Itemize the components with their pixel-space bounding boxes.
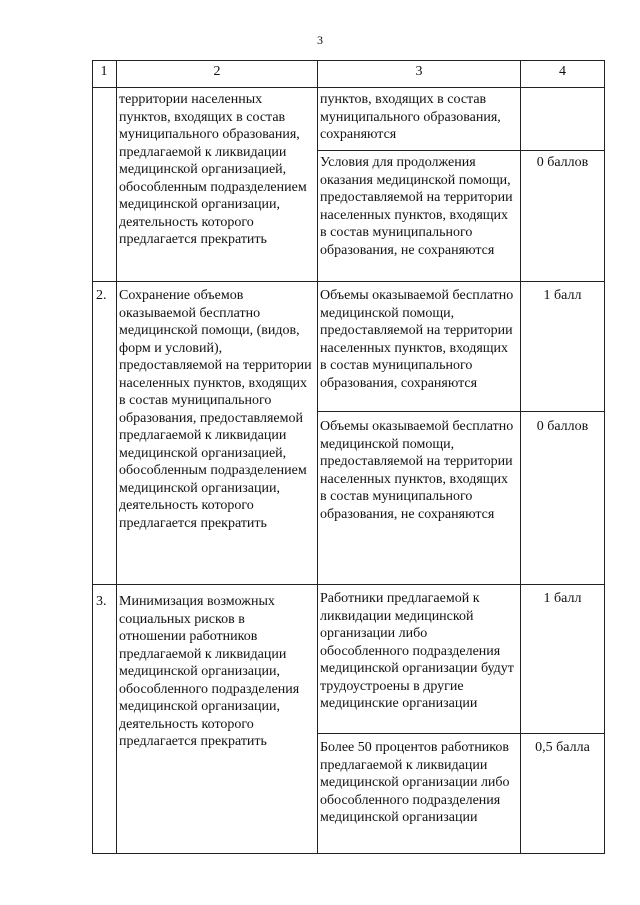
- header-col-2: 2: [213, 64, 221, 79]
- row-2-criterion: Сохранение объемов оказываемой бесплатно медицинской помощи, (видов, форм и условий), предоставляемой на территории населенных пунктов, входящих в состав муниципального образования, предоставляемой предлагаемой к ликвидации медицинской организацией, обособленным подразделением медицинской организации, деятельность которого предлагается прекратить: [119, 288, 312, 531]
- row-3-number: 3.: [96, 594, 107, 609]
- row-2-option-2-score: 0 баллов: [536, 419, 589, 434]
- table-line: [92, 87, 604, 88]
- row-2-option-1-text: Объемы оказываемой бесплатно медицинской помощи, предоставляемой на территории населенных пунктов, входящих в состав муниципального образования, сохраняются: [320, 288, 514, 391]
- row-1-option-1-text: пунктов, входящих в состав муниципального образования, сохраняются: [320, 92, 501, 142]
- row-3-option-2-text: Более 50 процентов работников предлагаемой к ликвидации медицинской организации либо обособленного подразделения медицинской организации: [320, 740, 510, 825]
- row-3-option-1-text: Работники предлагаемой к ликвидации медицинской организации либо обособленного подразделения медицинской организации будут трудоустроены в другие медицинские организации: [320, 591, 514, 711]
- row-3-criterion: Минимизация возможных социальных рисков в отношении работников предлагаемой к ликвидации медицинской организации, обособленного подразделения медицинской организации, деятельность которого предлагается прекратить: [119, 594, 300, 749]
- table-line: [92, 60, 93, 854]
- header-col-3: 3: [415, 64, 423, 79]
- row-2-number: 2.: [96, 288, 107, 303]
- table-line: [92, 853, 604, 854]
- row-1-option-2-text: Условия для продолжения оказания медицинской помощи, предоставляемой на территории населенных пунктов, входящих в состав муниципального образования, не сохраняются: [320, 155, 513, 258]
- table-line: [116, 60, 117, 854]
- row-2-option-2-text: Объемы оказываемой бесплатно медицинской помощи, предоставляемой на территории населенных пунктов, входящих в состав муниципального образования, не сохраняются: [320, 419, 514, 522]
- table-line: [317, 60, 318, 854]
- table-line: [317, 411, 604, 412]
- table-line: [520, 60, 521, 854]
- row-3-option-1-score: 1 балл: [543, 591, 582, 606]
- header-col-1: 1: [100, 64, 108, 79]
- table-line: [92, 281, 604, 282]
- table-line: [317, 150, 604, 151]
- header-col-4: 4: [559, 64, 566, 79]
- table-line: [317, 733, 604, 734]
- table-line: [604, 60, 605, 854]
- row-1-option-2-score: 0 баллов: [536, 155, 589, 170]
- table-line: [92, 60, 604, 61]
- page-number: 3: [317, 33, 323, 47]
- row-2-option-1-score: 1 балл: [543, 288, 582, 303]
- row-3-option-2-score: 0,5 балла: [535, 740, 590, 755]
- row-1-criterion: территории населенных пунктов, входящих в состав муниципального образования, предлагаемой к ликвидации медицинской организацией, обособленным подразделением медицинской организации, деятельность которого предлагается прекратить: [119, 92, 307, 247]
- table-line: [92, 584, 604, 585]
